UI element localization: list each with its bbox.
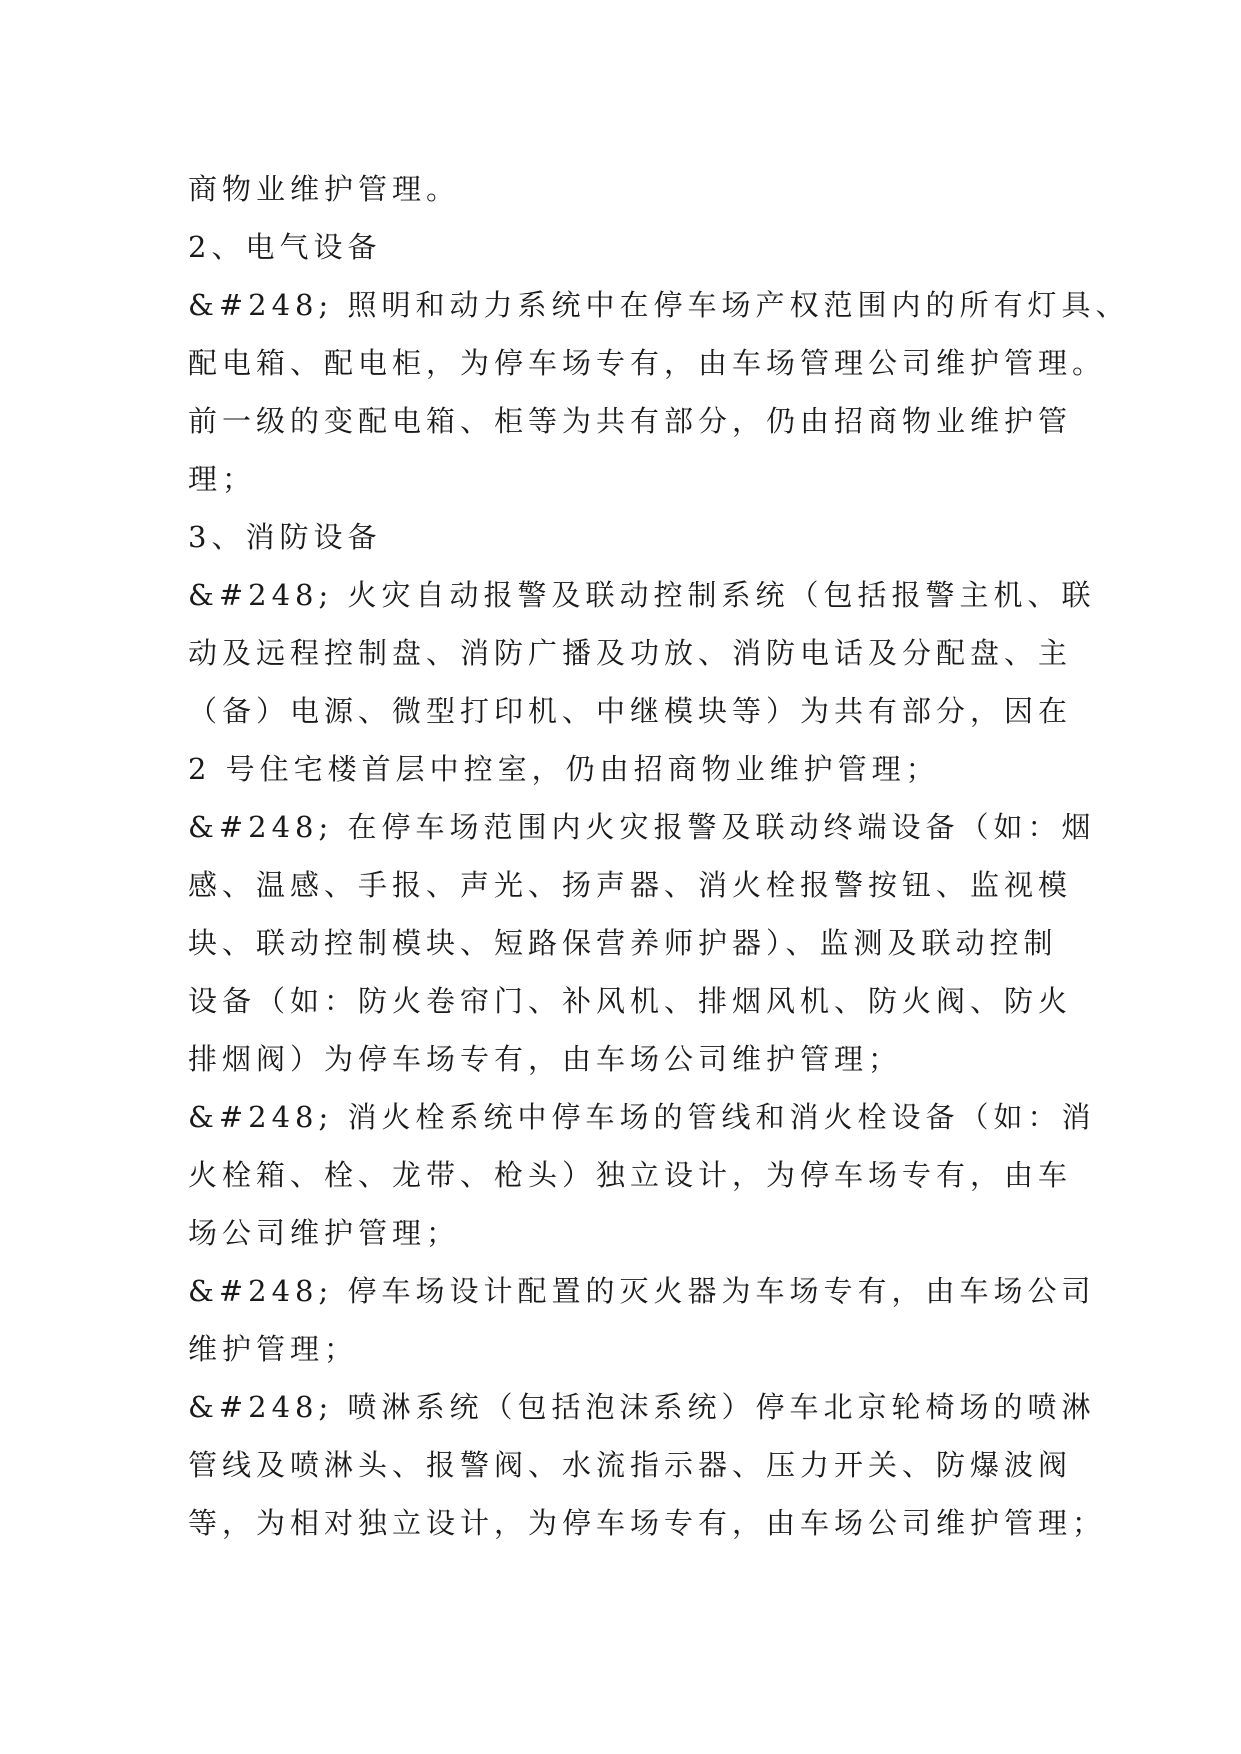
document-body (188, 160, 1130, 1552)
text-line: 块、联动控制模块、短路保营养师护器）、监测及联动控制 (188, 926, 1058, 960)
text-line: 商物业维护管理。 (188, 172, 461, 206)
text-line: &#248; 喷淋系统（包括泡沫系统）停车北京轮椅场的喷淋 (188, 1390, 1096, 1424)
section-heading-fire-protection: 3、消防设备 (188, 520, 382, 554)
text-line: &#248; 照明和动力系统中在停车场产权范围内的所有灯具、 (188, 288, 1130, 322)
text-line: 场公司维护管理； (188, 1216, 461, 1250)
text-line: 排烟阀）为停车场专有，由车场公司维护管理； (188, 1042, 903, 1076)
text-line: &#248; 在停车场范围内火灾报警及联动终端设备（如：烟 (188, 810, 1096, 844)
text-line: 动及远程控制盘、消防广播及功放、消防电话及分配盘、主 (188, 636, 1073, 670)
text-line: 配电箱、配电柜，为停车场专有，由车场管理公司维护管理。 (188, 346, 1107, 380)
text-line: （备）电源、微型打印机、中继模块等）为共有部分，因在 (188, 694, 1073, 728)
text-line: 感、温感、手报、声光、扬声器、消火栓报警按钮、监视模 (188, 868, 1073, 902)
text-line: 等，为相对独立设计，为停车场专有，由车场公司维护管理； (188, 1506, 1107, 1540)
text-line: &#248; 火灾自动报警及联动控制系统（包括报警主机、联 (188, 578, 1096, 612)
text-line: &#248; 消火栓系统中停车场的管线和消火栓设备（如：消 (188, 1100, 1096, 1134)
text-line: 火栓箱、栓、龙带、枪头）独立设计，为停车场专有，由车 (188, 1158, 1073, 1192)
text-line: 维护管理； (188, 1332, 359, 1366)
section-heading-electrical: 2、电气设备 (188, 230, 382, 264)
text-line: 2 号住宅楼首层中控室，仍由招商物业维护管理； (188, 752, 940, 786)
text-line: &#248; 停车场设计配置的灭火器为车场专有，由车场公司 (188, 1274, 1096, 1308)
text-line: 理； (188, 462, 257, 496)
text-line: 管线及喷淋头、报警阀、水流指示器、压力开关、防爆波阀 (188, 1448, 1073, 1482)
text-line: 设备（如：防火卷帘门、补风机、排烟风机、防火阀、防火 (188, 984, 1073, 1018)
text-line: 前一级的变配电箱、柜等为共有部分，仍由招商物业维护管 (188, 404, 1073, 438)
